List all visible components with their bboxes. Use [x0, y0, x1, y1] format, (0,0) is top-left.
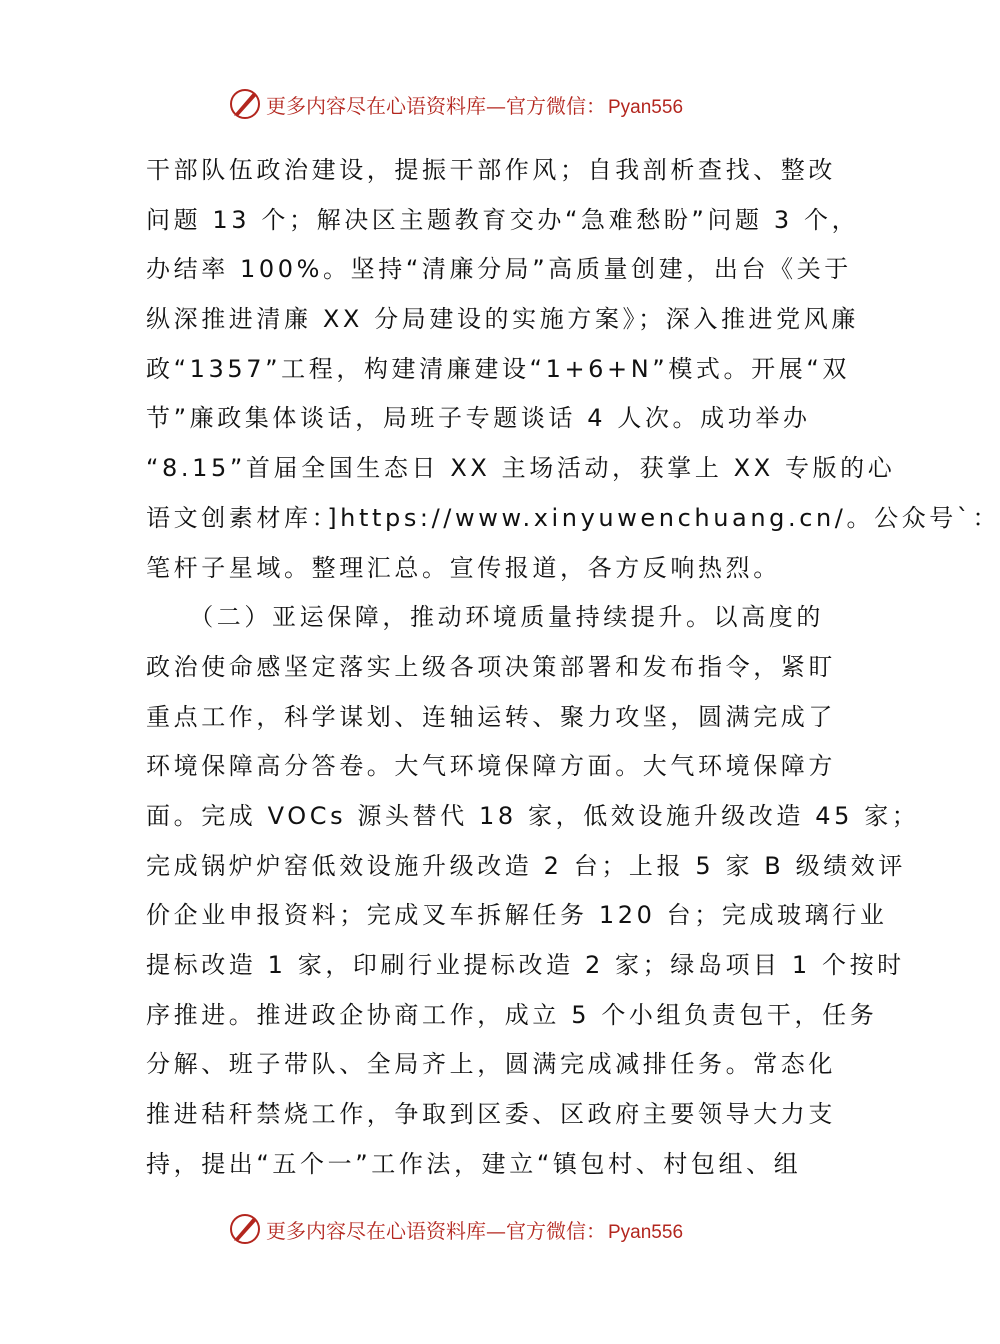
body-line: 面。完成 VOCs 源头替代 18 家，低效设施升级改造 45 家； — [146, 801, 920, 830]
body-line: 环境保障高分答卷。大气环境保障方面。大气环境保障方 — [146, 752, 836, 781]
body-line: 序推进。推进政企协商工作，成立 5 个小组负责包干，任务 — [146, 1000, 878, 1029]
body-line: 语文创素材库：]https://www.xinyuwenchuang.cn/。公众号`： — [146, 503, 1000, 532]
body-line: 纵深推进清廉 XX 分局建设的实施方案》；深入推进党风廉 — [146, 305, 859, 334]
footer-banner-handle: Pyan556 — [608, 1221, 684, 1243]
body-line: 办结率 100%。坚持“清廉分局”高质量创建，出台《关于 — [146, 255, 852, 284]
body-line: 节”廉政集体谈话，局班子专题谈话 4 人次。成功举办 — [146, 404, 811, 433]
body-line: 重点工作，科学谋划、连轴运转、聚力攻坚，圆满完成了 — [146, 702, 836, 731]
body-line: 持，提出“五个一”工作法，建立“镇包村、村包组、组 — [146, 1149, 802, 1178]
body-line: 问题 13 个；解决区主题教育交办“急难愁盼”问题 3 个， — [146, 205, 860, 234]
header-banner — [228, 84, 728, 124]
footer-banner — [228, 1209, 728, 1249]
body-line: 价企业申报资料；完成叉车拆解任务 120 台；完成玻璃行业 — [146, 901, 888, 930]
body-line: 政“1357”工程，构建清廉建设“1+6+N”模式。开展“双 — [146, 354, 850, 383]
body-line: 推进秸秆禁烧工作，争取到区委、区政府主要领导大力支 — [146, 1100, 836, 1129]
quill-pen-logo-icon — [228, 87, 262, 121]
header-banner-label: 更多内容尽在心语资料库—官方微信： — [266, 93, 606, 118]
header-banner-handle: Pyan556 — [608, 96, 684, 118]
body-line: （二）亚运保障，推动环境质量持续提升。以高度的 — [146, 603, 824, 632]
quill-pen-logo-icon — [228, 1212, 262, 1246]
body-line: “8.15”首届全国生态日 XX 主场活动，获掌上 XX 专版的心 — [146, 454, 896, 483]
body-line: 干部队伍政治建设，提振干部作风；自我剖析查找、整改 — [146, 156, 836, 184]
footer-banner-text — [266, 1215, 683, 1244]
header-banner-text — [266, 90, 683, 119]
footer-banner-label: 更多内容尽在心语资料库—官方微信： — [266, 1218, 606, 1243]
body-line: 提标改造 1 家，印刷行业提标改造 2 家；绿岛项目 1 个按时 — [146, 951, 905, 979]
body-line: 完成锅炉炉窑低效设施升级改造 2 台；上报 5 家 B 级绩效评 — [146, 851, 906, 880]
body-line: 分解、班子带队、全局齐上，圆满完成减排任务。常态化 — [146, 1050, 836, 1079]
body-line: 政治使命感坚定落实上级各项决策部署和发布指令，紧盯 — [146, 652, 836, 681]
body-line: 笔杆子星域。整理汇总。宣传报道，各方反响热烈。 — [146, 553, 781, 582]
body-paragraphs — [146, 146, 1000, 1189]
